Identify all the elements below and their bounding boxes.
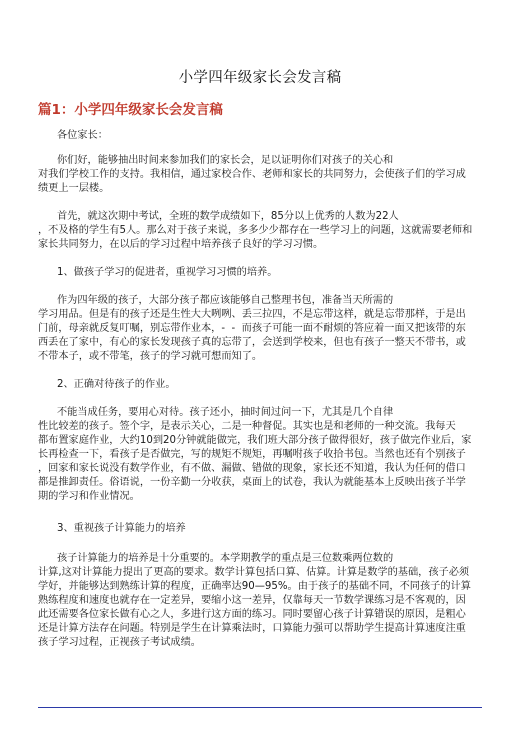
paragraph-line: 首先，就这次期中考试，全班的数学成绩如下，85分以上优秀的人数为22人 [57,211,399,222]
paragraph-line: 不能当成任务，要用心对待。孩子还小，抽时间过问一下，尤其是几个自律 [57,407,394,418]
paragraph-line: 家长共同努力，在以后的学习过程中培养孩子良好的学习习惯。 [38,239,324,250]
paragraph-line: 对我们学校工作的支持。我相信，通过家校合作、老师和家长的共同努力，会使孩子们的学习成 [38,169,466,180]
paragraph-line: 作为四年级的孩子，大部分孩子都应该能够自己整理书包，准备当天所需的 [57,295,394,306]
paragraph-line: 门前，母亲就反复叮嘱，别忘带作业本，- - 而孩子可能一面不耐烦的答应着一面又把该带的东 [38,323,466,334]
section-heading: 篇1：小学四年级家长会发言稿 [38,102,223,118]
paragraph-line: 都布置家庭作业，大约10到20分钟就能做完，我们班大部分孩子做得很好，孩子做完作业后，家 [38,435,472,446]
paragraph-line: 学好，并能够达到熟练计算的程度，正确率达90—95%。由于孩子的基础不同，不同孩子的计算 [38,581,471,592]
subheading-1: 1、做孩子学习的促进者，重视学习习惯的培养。 [57,267,278,278]
paragraph-line: 计算,这对计算能力提出了更高的要求。数学计算包括口算、估算。计算是数学的基础，孩子必须 [38,567,470,578]
paragraph-line: 不带本子，或不带笔，孩子的学习就可想而知了。 [38,351,263,362]
paragraph-line: 都是推卸责任。俗语说，一份辛勤一分收获，桌面上的试卷，我认为就能基本上反映出孩子半学 [38,477,466,488]
footer-divider [38,707,482,708]
paragraph-line: 绩更上一层楼。 [38,183,110,194]
subheading-2: 2、正确对待孩子的作业。 [57,379,176,390]
paragraph-line: 熟练程度和速度也就存在一定差异，要缩小这一差异，仅靠每天一节数学课练习是不客观的，因 [38,595,466,606]
paragraph-line: 孩子计算能力的培养是十分重要的。本学期教学的重点是三位数乘两位数的 [57,553,394,564]
document-title: 小学四年级家长会发言稿 [178,70,342,86]
paragraph-line: 西丢在了家中，有心的家长发现孩子真的忘带了，会送到学校来，但也有孩子一整天不带书，或 [38,337,466,348]
paragraph-line: 还是计算方法存在问题。特别是学生在计算乘法时，口算能力强可以帮助学生提高计算速度注重 [38,623,466,634]
paragraph-line: ，不及格的学生有5人。那么对于孩子来说，多多少少都存在一些学习上的问题，这就需要老师和 [38,225,473,236]
paragraph-line: 孩子学习过程，正视孩子考试成绩。 [38,637,201,648]
paragraph-line: 学习用品。但是有的孩子还是生性大大咧咧、丢三拉四，不是忘带这样，就是忘带那样，于是出 [38,309,466,320]
greeting: 各位家长： [57,130,108,141]
paragraph-line: 期的学习和作业情况。 [38,491,140,502]
paragraph-line: 性比较差的孩子。签个字，是表示关心，二是一种督促。其实也是和老师的一种交流。我每天 [38,421,456,432]
paragraph-line: 你们好，能够抽出时间来参加我们的家长会，足以证明你们对孩子的关心和 [57,155,394,166]
paragraph-line: 长再检查一下，看孩子是否做完，写的规矩不规矩，再嘱咐孩子收拾书包。当然也还有个别孩子 [38,449,466,460]
paragraph-line: ，回家和家长说没有数学作业，有不做、漏做、错做的现象，家长还不知道，我认为任何的借口 [38,463,466,474]
subheading-3: 3、重视孩子计算能力的培养 [57,523,186,534]
paragraph-line: 此还需要各位家长做有心之人，多进行这方面的练习。同时要留心孩子计算错误的原因，是粗心 [38,609,466,620]
